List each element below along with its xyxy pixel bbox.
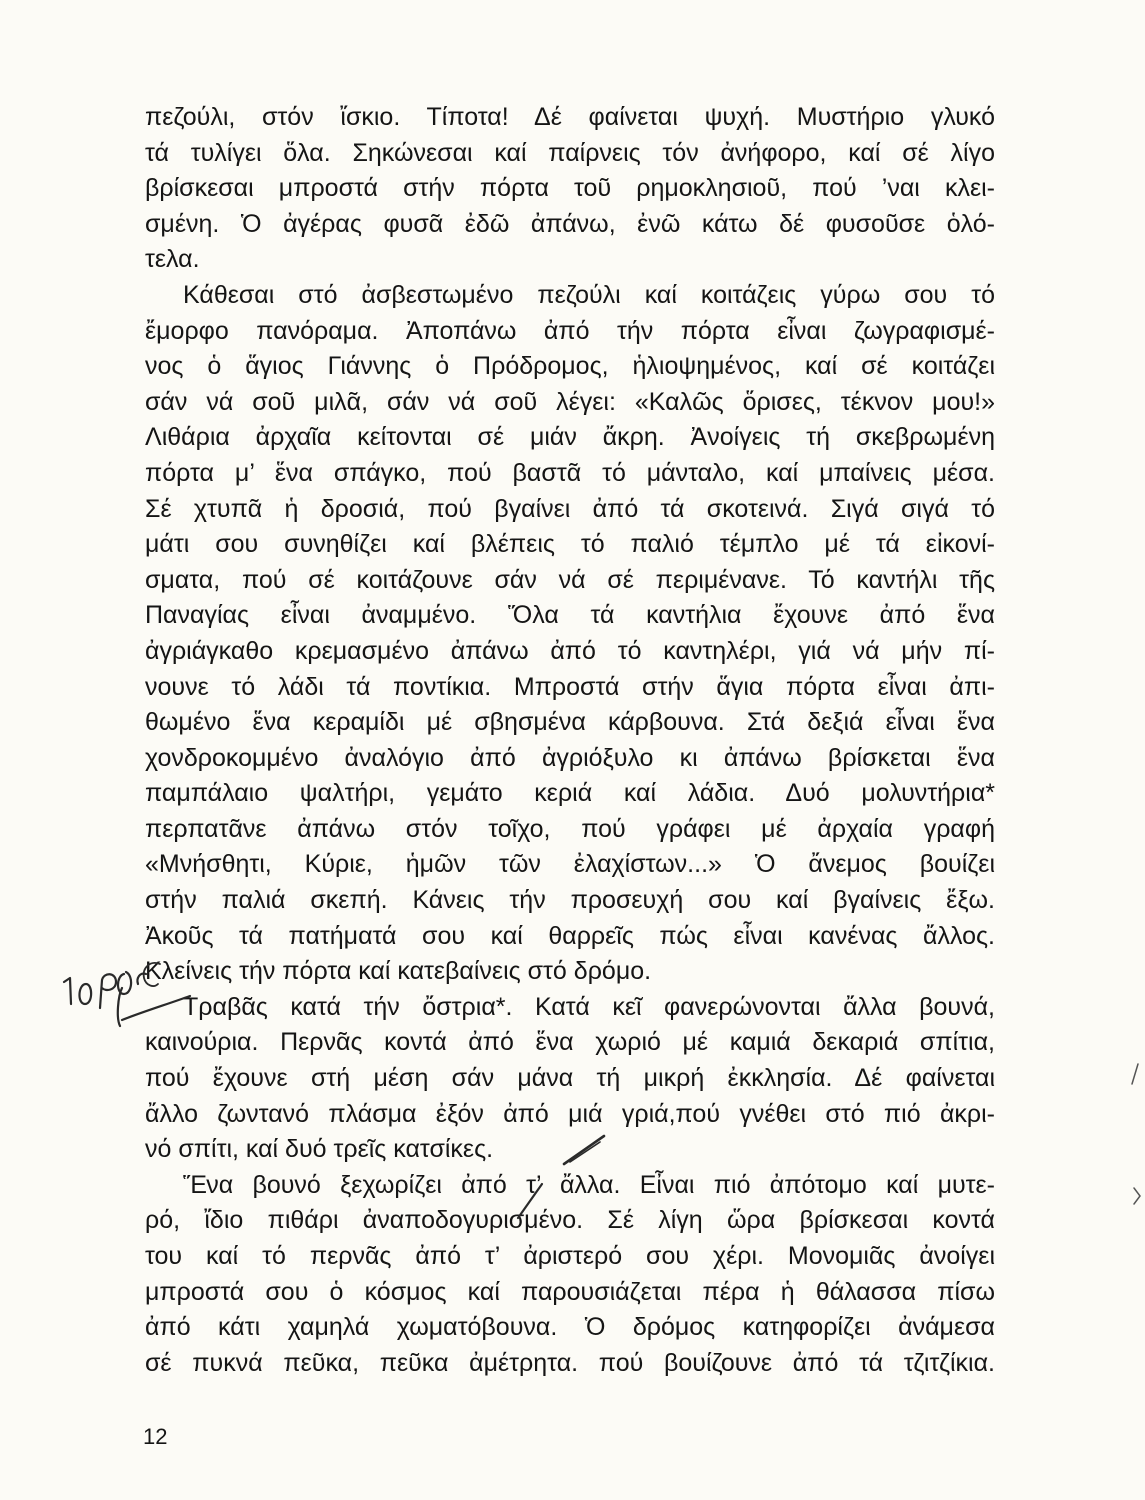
text-line: Λιθάρια ἀρχαῖα κείτονται σέ μιάν ἄκρη. Ἀνοίγεις τή σκεβρωμένη (145, 423, 995, 452)
text-line: του καί τό περνᾶς ἀπό τ’ ἀριστερό σου χέρι. Μονομιᾶς ἀνοίγει (145, 1242, 995, 1270)
paragraph (145, 1168, 995, 1382)
text-line: ἄλλο ζωντανό πλάσμα ἐξόν ἀπό μιά γριά,πού γνέθει στό πιό ἀκρι- (145, 1099, 995, 1128)
text-line: βρίσκεσαι μπροστά στήν πόρτα τοῦ ρημοκλησιοῦ, πού ’ναι κλει- (145, 174, 995, 203)
text-line: καινούρια. Περνᾶς κοντά ἀπό ἕνα χωριό μέ καμιά δεκαριά σπίτια, (145, 1028, 995, 1057)
text-line: νος ὁ ἅγιος Γιάννης ὁ Πρόδρομος, ἡλιοψημένος, καί σέ κοιτάζει (145, 352, 995, 381)
text-line: πού ἔχουνε στή μέση σάν μάνα τή μικρή ἐκκλησία. Δέ φαίνεται (145, 1064, 995, 1093)
text-line: πόρτα μ’ ἕνα σπάγκο, πού βαστᾶ τό μάνταλο, καί μπαίνεις μέσα. (145, 458, 995, 487)
edge-mark (1130, 1060, 1144, 1210)
text-line: παμπάλαιο ψαλτήρι, γεμάτο κεριά καί λάδια. Δυό μολυντήρια* (145, 779, 995, 808)
text-line: Τραβᾶς κατά τήν ὄστρια*. Κατά κεῖ φανερώνονται ἄλλα βουνά, (183, 992, 995, 1021)
paragraph (145, 278, 995, 990)
text-line: στήν παλιά σκεπή. Κάνεις τήν προσευχή σου καί βγαίνεις ἔξω. (145, 886, 995, 915)
text-line: πεζούλι, στόν ἴσκιο. Τίποτα! Δέ φαίνεται ψυχή. Μυστήριο γλυκό (145, 103, 995, 131)
text-line: σέ πυκνά πεῦκα, πεῦκα ἀμέτρητα. πού βουίζουνε ἀπό τά τζιτζίκια. (145, 1348, 995, 1377)
text-line: Σέ χτυπᾶ ἡ δροσιά, πού βγαίνει ἀπό τά σκοτεινά. Σιγά σιγά τό (145, 494, 995, 523)
paragraph (145, 100, 995, 278)
text-line: Κλείνεις τήν πόρτα καί κατεβαίνεις στό δρόμο. (145, 957, 652, 986)
text-line: Κάθεσαι στό ἀσβεστωμένο πεζούλι καί κοιτάζεις γύρω σου τό (183, 280, 995, 309)
text-line: τά τυλίγει ὅλα. Σηκώνεσαι καί παίρνεις τόν ἀνήφορο, καί σέ λίγο (145, 138, 995, 167)
text-line: νουνε τό λάδι τά ποντίκια. Μπροστά στήν ἅγια πόρτα εἶναι ἀπι- (145, 672, 995, 701)
text-line: ἔμορφο πανόραμα. Ἀποπάνω ἀπό τήν πόρτα εἶναι ζωγραφισμέ- (145, 316, 995, 345)
body-text (145, 100, 995, 1381)
text-line: Ἀκοῦς τά πατήματά σου καί θαρρεῖς πώς εἶναι κανένας ἄλλος. (145, 921, 995, 950)
pen-slash-mark (512, 1178, 552, 1222)
text-line: σάν νά σοῦ μιλᾶ, σάν νά σοῦ λέγει: «Καλῶς ὅρισες, τέκνον μου!» (145, 387, 995, 416)
pen-slash-mark (560, 1132, 610, 1168)
text-line: χονδροκομμένο ἀναλόγιο ἀπό ἀγριόξυλο κι ἀπάνω βρίσκεται ἕνα (145, 743, 995, 772)
text-line: σμένη. Ὁ ἀγέρας φυσᾶ ἐδῶ ἀπάνω, ἐνῶ κάτω δέ φυσοῦσε ὁλό- (145, 209, 995, 238)
text-line: σματα, πού σέ κοιτάζουνε σάν νά σέ περιμένανε. Τό καντήλι τῆς (145, 565, 995, 594)
text-line: νό σπίτι, καί δυό τρεῖς κατσίκες. (145, 1135, 494, 1164)
text-line: Ἕνα βουνό ξεχωρίζει ἀπό τ’ ἄλλα. Εἶναι πιό ἀπότομο καί μυτε- (183, 1170, 995, 1199)
text-line: μάτι σου συνηθίζει καί βλέπεις τό παλιό τέμπλο μέ τά εἰκονί- (145, 530, 995, 559)
text-line: μπροστά σου ὁ κόσμος καί παρουσιάζεται πέρα ἡ θάλασσα πίσω (145, 1277, 995, 1306)
text-line: ἀπό κάτι χαμηλά χωματόβουνα. Ὁ δρόμος κατηφορίζει ἀνάμεσα (145, 1313, 995, 1342)
text-line: Παναγίας εἶναι ἀναμμένο. Ὅλα τά καντήλια ἔχουνε ἀπό ἕνα (145, 601, 995, 630)
text-line: περπατᾶνε ἀπάνω στόν τοῖχο, πού γράφει μέ ἀρχαία γραφή (145, 814, 995, 843)
text-line: θωμένο ἕνα κεραμίδι μέ σβησμένα κάρβουνα. Στά δεξιά εἶναι ἕνα (145, 708, 995, 737)
page-number: 12 (143, 1424, 168, 1449)
text-line: «Μνήσθητι, Κύριε, ἡμῶν τῶν ἐλαχίστων...» Ὁ ἄνεμος βουίζει (145, 850, 995, 879)
text-line: ρό, ἴδιο πιθάρι ἀναποδογυρισμένο. Σέ λίγη ὥρα βρίσκεσαι κοντά (145, 1206, 995, 1235)
pen-loop-mark (134, 958, 174, 994)
handwritten-margin-note (50, 960, 200, 1040)
text-line: τελα. (145, 245, 200, 274)
text-line: ἀγριάγκαθο κρεμασμένο ἀπάνω ἀπό τό καντηλέρι, γιά νά μήν πί- (145, 636, 995, 665)
